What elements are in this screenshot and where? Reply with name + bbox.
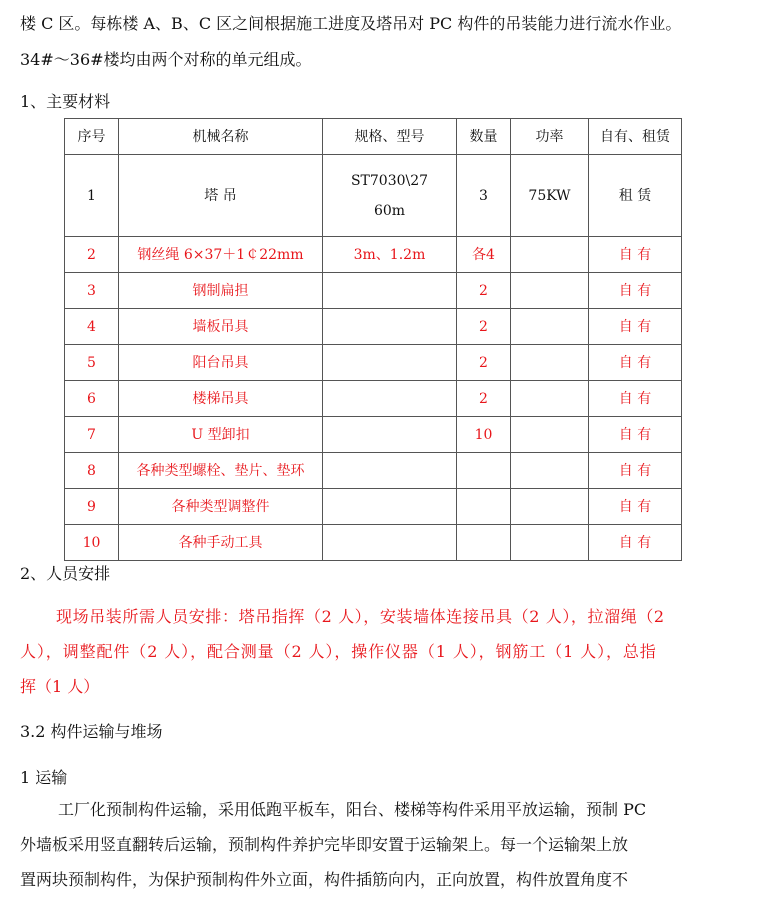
table-row [65,345,682,381]
cell-spec [323,381,457,417]
header-cell: 序号 [65,119,119,155]
personnel-paragraph-line-3: 挥（1 人） [20,677,100,696]
personnel-paragraph-line-1: 现场吊装所需人员安排：塔吊指挥（2 人），安装墙体连接吊具（2 人），拉溜绳（2 [56,607,665,626]
cell-qty: 10 [457,417,511,453]
section-title-materials: 1、主要材料 [20,92,111,111]
cell-name: 各种手动工具 [119,525,323,561]
cell-power: 75KW [511,155,589,237]
cell-spec [323,417,457,453]
cell-own: 自 有 [589,309,682,345]
cell-power [511,273,589,309]
personnel-paragraph-line-2: 人），调整配件（2 人），配合测量（2 人），操作仪器（1 人），钢筋工（1 人），总指 [20,642,657,661]
cell-power [511,417,589,453]
cell-no: 6 [65,381,119,417]
cell-spec [323,273,457,309]
cell-name: 阳台吊具 [119,345,323,381]
cell-no: 10 [65,525,119,561]
cell-own: 自 有 [589,273,682,309]
cell-name: 各种类型调整件 [119,489,323,525]
table-row [65,237,682,273]
cell-power [511,453,589,489]
cell-name: 墙板吊具 [119,309,323,345]
header-cell: 自有、租赁 [589,119,682,155]
header-cell: 功率 [511,119,589,155]
cell-spec [323,525,457,561]
cell-qty: 2 [457,345,511,381]
cell-spec [323,309,457,345]
transport-paragraph-line-3: 置两块预制构件，为保护预制构件外立面，构件插筋向内，正向放置，构件放置角度不 [20,870,629,889]
cell-spec-line: ST7030\27 [350,172,429,189]
cell-own: 自 有 [589,453,682,489]
cell-power [511,381,589,417]
cell-no: 5 [65,345,119,381]
cell-spec [323,155,457,237]
materials-table [64,118,682,561]
cell-power [511,237,589,273]
cell-spec: 3m、1.2m [323,237,457,273]
header-cell: 数量 [457,119,511,155]
cell-qty: 2 [457,273,511,309]
table-row [65,381,682,417]
cell-no: 9 [65,489,119,525]
table-row [65,155,682,237]
cell-no: 1 [65,155,119,237]
cell-spec-line: 60m [373,202,406,219]
cell-name: 塔 吊 [119,155,323,237]
cell-name: 钢丝绳 6×37＋1￠22mm [119,237,323,273]
cell-own: 自 有 [589,345,682,381]
table-row [65,489,682,525]
cell-power [511,345,589,381]
cell-power [511,525,589,561]
cell-qty: 2 [457,309,511,345]
cell-qty: 3 [457,155,511,237]
intro-line-1: 楼 C 区。每栋楼 A、B、C 区之间根据施工进度及塔吊对 PC 构件的吊装能力进行流水作业。 [20,14,682,33]
table-header-row [65,119,682,155]
cell-no: 8 [65,453,119,489]
cell-qty: 2 [457,381,511,417]
intro-line-2: 34#～36#楼均由两个对称的单元组成。 [20,50,312,69]
cell-no: 2 [65,237,119,273]
cell-qty [457,525,511,561]
table-row [65,453,682,489]
cell-name: U 型卸扣 [119,417,323,453]
table-row [65,525,682,561]
section-title-personnel: 2、人员安排 [20,564,111,583]
cell-spec [323,345,457,381]
cell-spec [323,489,457,525]
subsection-title-transport: 1 运输 [20,768,68,787]
cell-qty: 各4 [457,237,511,273]
table-row [65,417,682,453]
cell-own: 自 有 [589,417,682,453]
transport-paragraph-line-2: 外墙板采用竖直翻转后运输，预制构件养护完毕即安置于运输架上。每一个运输架上放 [20,835,629,854]
cell-own: 自 有 [589,237,682,273]
header-cell: 机械名称 [119,119,323,155]
cell-own: 自 有 [589,381,682,417]
cell-own: 租 赁 [589,155,682,237]
section-title-transport-storage: 3.2 构件运输与堆场 [20,722,163,741]
cell-power [511,309,589,345]
cell-no: 4 [65,309,119,345]
cell-name: 各种类型螺栓、垫片、垫环 [119,453,323,489]
cell-name: 楼梯吊具 [119,381,323,417]
cell-qty [457,453,511,489]
table-row [65,309,682,345]
cell-spec [323,453,457,489]
cell-name: 钢制扁担 [119,273,323,309]
cell-no: 7 [65,417,119,453]
cell-no: 3 [65,273,119,309]
cell-own: 自 有 [589,489,682,525]
cell-own: 自 有 [589,525,682,561]
transport-paragraph-line-1: 工厂化预制构件运输，采用低跑平板车，阳台、楼梯等构件采用平放运输，预制 PC [58,800,647,819]
table-row [65,273,682,309]
cell-qty [457,489,511,525]
header-cell: 规格、型号 [323,119,457,155]
cell-power [511,489,589,525]
